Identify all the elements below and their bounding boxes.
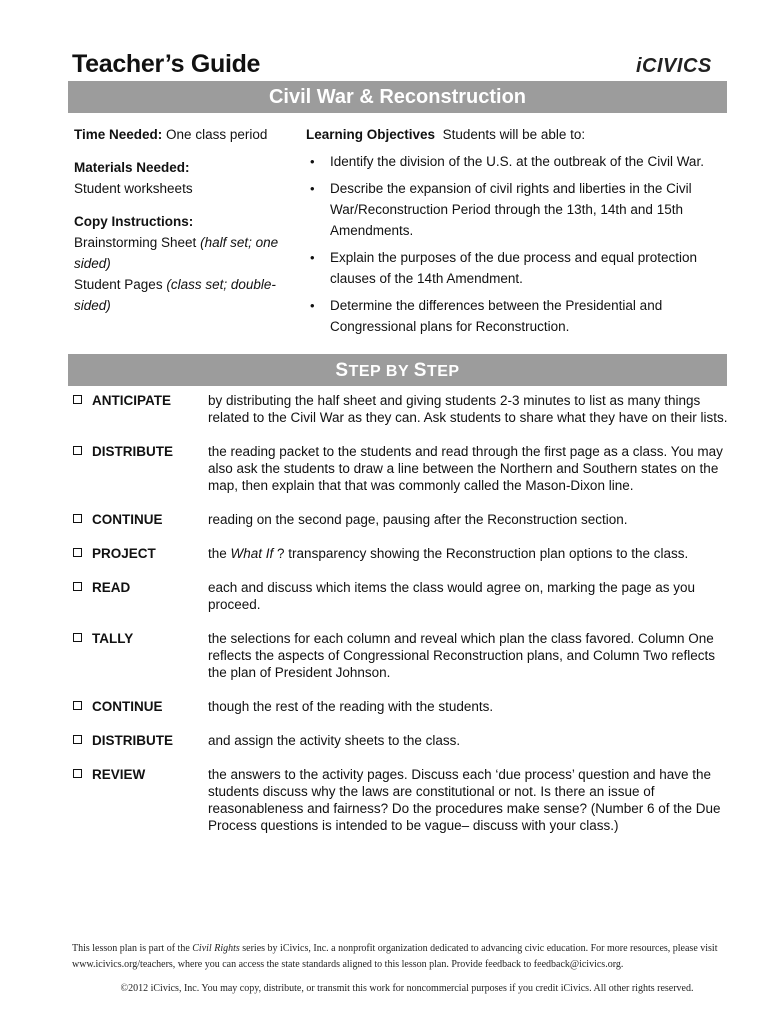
objective-text: Determine the differences between the Presidential and Congressional plans for Reconstruction.	[330, 298, 663, 334]
checkbox-icon	[73, 446, 82, 455]
checkbox-icon	[73, 514, 82, 523]
checkbox-icon	[73, 701, 82, 710]
objectives-label: Learning Objectives	[306, 127, 436, 142]
step-text-italic: What If	[230, 546, 274, 561]
banner-title: Civil War & Reconstruction	[268, 86, 527, 108]
objectives-heading	[306, 124, 726, 145]
step-row	[73, 579, 733, 613]
step-row	[73, 545, 733, 562]
step-text-pre: the	[208, 546, 231, 561]
checkbox-icon	[73, 633, 82, 642]
step-label: PROJECT	[92, 546, 156, 561]
checkbox-icon	[73, 735, 82, 744]
checkbox-icon	[73, 582, 82, 591]
icivics-logo: iCIVICS	[636, 55, 712, 77]
banner-letter: S	[413, 360, 427, 381]
time-needed	[74, 124, 296, 145]
step-text: the selections for each column and reveal which plan the class favored. Column One reflects the aspects of Congressional Reconstruction plans, and Column Two reflects the plan of President Johnson.	[208, 631, 716, 680]
step-label: TALLY	[92, 631, 134, 646]
objective-item	[306, 247, 726, 289]
materials-needed	[74, 157, 296, 199]
step-label: DISTRIBUTE	[92, 444, 173, 459]
copy-instructions	[74, 211, 296, 316]
bullet-icon: •	[310, 298, 315, 313]
copy-item-note: (class set; double-sided)	[74, 277, 276, 313]
step-label: DISTRIBUTE	[92, 733, 173, 748]
time-needed-label: Time Needed:	[74, 127, 163, 142]
step-label: ANTICIPATE	[92, 393, 171, 408]
banner-word: TEP	[426, 363, 460, 380]
materials-label: Materials Needed:	[74, 160, 190, 175]
steps-list	[73, 392, 733, 851]
bullet-icon: •	[310, 250, 315, 265]
copy-item-name: Brainstorming Sheet	[74, 235, 197, 250]
step-text: reading on the second page, pausing after the Reconstruction section.	[208, 512, 628, 527]
time-needed-value: One class period	[166, 127, 268, 142]
step-row	[73, 511, 733, 528]
copy-instructions-label: Copy Instructions:	[74, 214, 194, 229]
step-text: the answers to the activity pages. Discuss each ‘due process’ question and have the students discuss why the laws are constitutional or not. Is there an issue of reasonableness and fairness? Do the procedures make sense? (Number 6 of the Due Process questions is intended to be vague– discuss with your class.)	[208, 767, 721, 833]
step-label: CONTINUE	[92, 512, 163, 527]
step-label: REVIEW	[92, 767, 146, 782]
copyright: ©2012 iCivics, Inc. You may copy, distribute, or transmit this work for noncommercial purposes if you credit iCivics. All other rights reserved.	[120, 983, 694, 994]
footer-note	[72, 941, 742, 973]
step-by-step-banner	[68, 354, 727, 386]
checkbox-icon	[73, 395, 82, 404]
objectives-list	[306, 151, 726, 337]
title-banner	[68, 81, 727, 113]
step-text: each and discuss which items the class would agree on, marking the page as you proceed.	[208, 580, 696, 612]
overview-column	[74, 124, 296, 328]
objective-text: Explain the purposes of the due process and equal protection clauses of the 14th Amendment.	[330, 250, 697, 286]
materials-value: Student worksheets	[74, 181, 193, 196]
copy-item-name: Student Pages	[74, 277, 163, 292]
step-row	[73, 630, 733, 681]
step-label: READ	[92, 580, 131, 595]
objective-text: Identify the division of the U.S. at the outbreak of the Civil War.	[330, 154, 704, 169]
page-title: Teacher’s Guide	[72, 50, 261, 78]
objectives-column	[306, 124, 726, 343]
step-row	[73, 443, 733, 494]
bullet-icon: •	[310, 181, 315, 196]
banner-word: TEP BY	[348, 363, 414, 380]
step-row	[73, 766, 733, 834]
objective-item	[306, 151, 726, 172]
checkbox-icon	[73, 548, 82, 557]
step-label: CONTINUE	[92, 699, 163, 714]
footer-series: Civil Rights	[192, 943, 240, 954]
step-row	[73, 698, 733, 715]
step-text: the reading packet to the students and read through the first page as a class. You may also ask the students to draw a line between the Northern and Southern states on the map, then explain that that was commonly called the Mason-Dixon line.	[208, 444, 723, 493]
step-text	[208, 545, 733, 562]
footer-text: series by iCivics, Inc. a nonprofit organization dedicated to advancing civic education. For more resources, please visit www.icivics.org/teachers, where you can access the state standards aligned to this lesson plan. Provide feedback to feedback@icivics.org.	[72, 943, 718, 970]
footer	[72, 941, 742, 997]
objective-item	[306, 295, 726, 337]
step-text: by distributing the half sheet and giving students 2-3 minutes to list as many things related to the Civil War as they can. Ask students to share what they have on their lists.	[208, 393, 728, 425]
objectives-intro: Students will be able to:	[442, 127, 586, 142]
copy-item	[74, 232, 296, 274]
objective-item	[306, 178, 726, 241]
step-row	[73, 392, 733, 426]
copy-item	[74, 274, 296, 316]
checkbox-icon	[73, 769, 82, 778]
step-text-post: ? transparency showing the Reconstruction plan options to the class.	[273, 546, 689, 561]
objective-text: Describe the expansion of civil rights and liberties in the Civil War/Reconstruction Period through the 13th, 14th and 15th Amendments.	[330, 181, 692, 238]
step-row	[73, 732, 733, 749]
step-text: and assign the activity sheets to the class.	[208, 733, 461, 748]
footer-text: This lesson plan is part of the	[72, 943, 193, 954]
banner-letter: S	[335, 360, 349, 381]
step-text: though the rest of the reading with the students.	[208, 699, 494, 714]
copy-item-note: (half set; one sided)	[74, 235, 279, 271]
bullet-icon: •	[310, 154, 315, 169]
